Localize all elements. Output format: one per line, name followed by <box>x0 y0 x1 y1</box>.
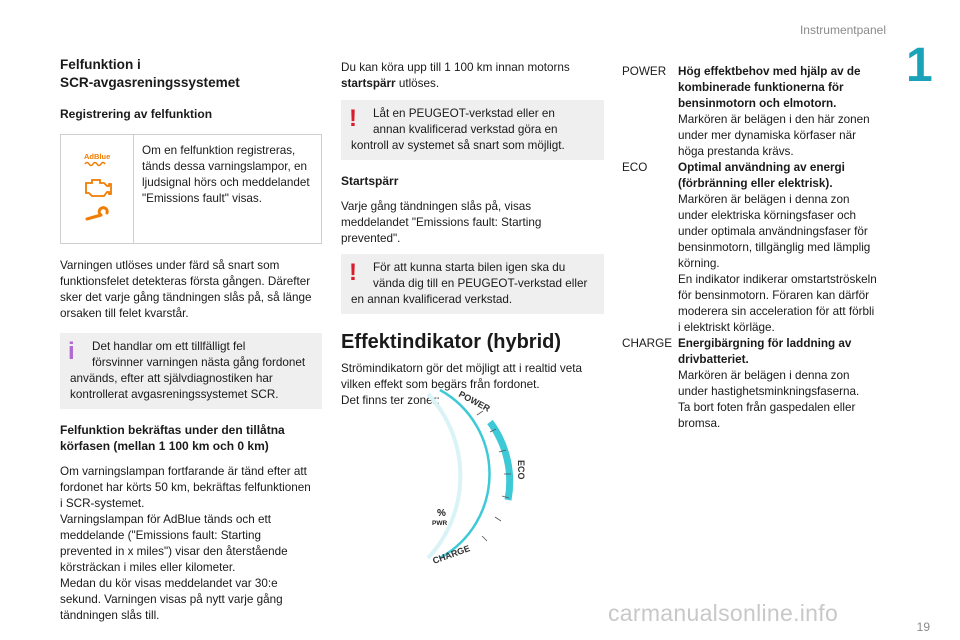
zone-label: CHARGE <box>622 337 673 350</box>
gauge-charge-label: CHARGE <box>431 543 472 566</box>
gauge-eco-band <box>490 422 510 500</box>
confirmed-fault-heading: Felfunktion bekräftas under den tillåtna körfasen (mellan 1 100 km och 0 km) <box>60 423 285 453</box>
zone-label: ECO <box>622 161 648 174</box>
start-block-text: Varje gång tändningen slås på, visas meddelandet "Emissions fault: Starting prevented". <box>341 200 542 245</box>
zone-label: POWER <box>622 65 667 78</box>
gauge-eco-label: ECO <box>516 460 526 480</box>
gauge-pwr-label: PWR <box>432 520 448 527</box>
gauge-percent-label: % <box>437 508 446 519</box>
engine-warning-icon <box>86 180 111 196</box>
power-indicator-text: Strömindikatorn gör det möjligt att i realtid veta vilken effekt som begärs från fordonet. Det finns ter zoner: <box>341 362 583 407</box>
exclamation-icon: ! <box>349 105 357 132</box>
warning-box-restart: ! För att kunna starta bilen igen ska du vända dig till en PEUGEOT-verkstad eller en annan kvalificerad verkstad. <box>341 254 604 314</box>
zone-charge: CHARGE Energibärgning för laddning av drivbatteriet. Markören är belägen i denna zon under hastighetsminkningsfaserna. Ta bort foten från gaspedalen eller bromsa. <box>622 337 860 430</box>
column-scr <box>60 56 322 624</box>
fault-registration-heading: Registrering av felfunktion <box>60 107 213 121</box>
column-zones <box>622 64 892 432</box>
info-box: i Det handlar om ett tillfälligt fel försvinner varningen nästa gång fordonet används, efter att självdiagnostiken har kontrollerat avgasreningssystemet SCR. <box>60 333 322 409</box>
warning-lamps-box <box>60 134 322 244</box>
scr-fault-title: Felfunktion i SCR-avgasreningssystemet <box>60 57 240 90</box>
watermark: carmanualsonline.info <box>608 600 839 626</box>
page-number: 19 <box>916 620 930 634</box>
confirmed-fault-text: Om varningslampan fortfarande är tänd efter att fordonet har körts 50 km, bekräftas felfunktionen i SCR-systemet. Varningslampan för AdBlue tänds och ett meddelande ("Emissions fault: Starting prevented in x miles") visar den återstående körsträckan i miles eller kilometer. Medan du kör visas meddelandet var 30:e sekund. Varningen visas på nytt varje gång tändningen slås till. <box>60 465 311 622</box>
exclamation-icon: ! <box>349 259 357 286</box>
chapter-number: 1 <box>906 39 933 92</box>
header-title: Instrumentpanel <box>799 23 886 37</box>
wrench-warning-icon <box>87 208 107 219</box>
range-text: Du kan köra upp till 1 100 km innan motorns startspärr utlöses. <box>341 61 570 90</box>
adblue-warning-icon <box>84 152 110 166</box>
zone-eco: ECO Optimal användning av energi (förbränning eller elektrisk). Markören är belägen i denna zon under elektriska körningsfaser och under optimala användningsfaser för bensinmotorn, tillgänglig med lämplig körning. En indikator indikerar omstartströskeln för bensinmotorn. Föraren kan därför moderera sin acceleration för att förbli i elektriskt körläge. <box>622 161 877 334</box>
gauge-power-label: POWER <box>457 388 492 414</box>
power-indicator-title: Effektindikator (hybrid) <box>341 331 562 353</box>
svg-text:AdBlue: AdBlue <box>84 152 111 161</box>
warning-box-workshop: ! Låt en PEUGEOT-verkstad eller en annan kvalificerad verkstad göra en kontroll av systemet så snart som möjligt. <box>341 100 604 160</box>
zone-power: POWER Hög effektbehov med hjälp av de kombinerade funktionerna för bensinmotorn och elmotorn. Markören är belägen i den här zonen under mer dynamiska körfaser när höga prestanda krävs. <box>622 65 870 158</box>
power-gauge <box>420 382 540 572</box>
info-icon: i <box>68 338 75 365</box>
warning-trigger-text: Varningen utlöses under färd så snart som funktionsfelet detekteras första gången. Därefter sker det varje gång tändningen slås på, så länge orsaken till felet kvarstår. <box>60 259 312 320</box>
column-power-indicator <box>341 60 604 409</box>
start-block-heading: Startspärr <box>341 174 399 188</box>
warning-box-text: Om en felfunktion registreras, tänds dessa varningslampor, en ljudsignal hörs och meddelandet "Emissions fault" visas. <box>142 144 310 205</box>
warning-icons <box>61 135 134 243</box>
